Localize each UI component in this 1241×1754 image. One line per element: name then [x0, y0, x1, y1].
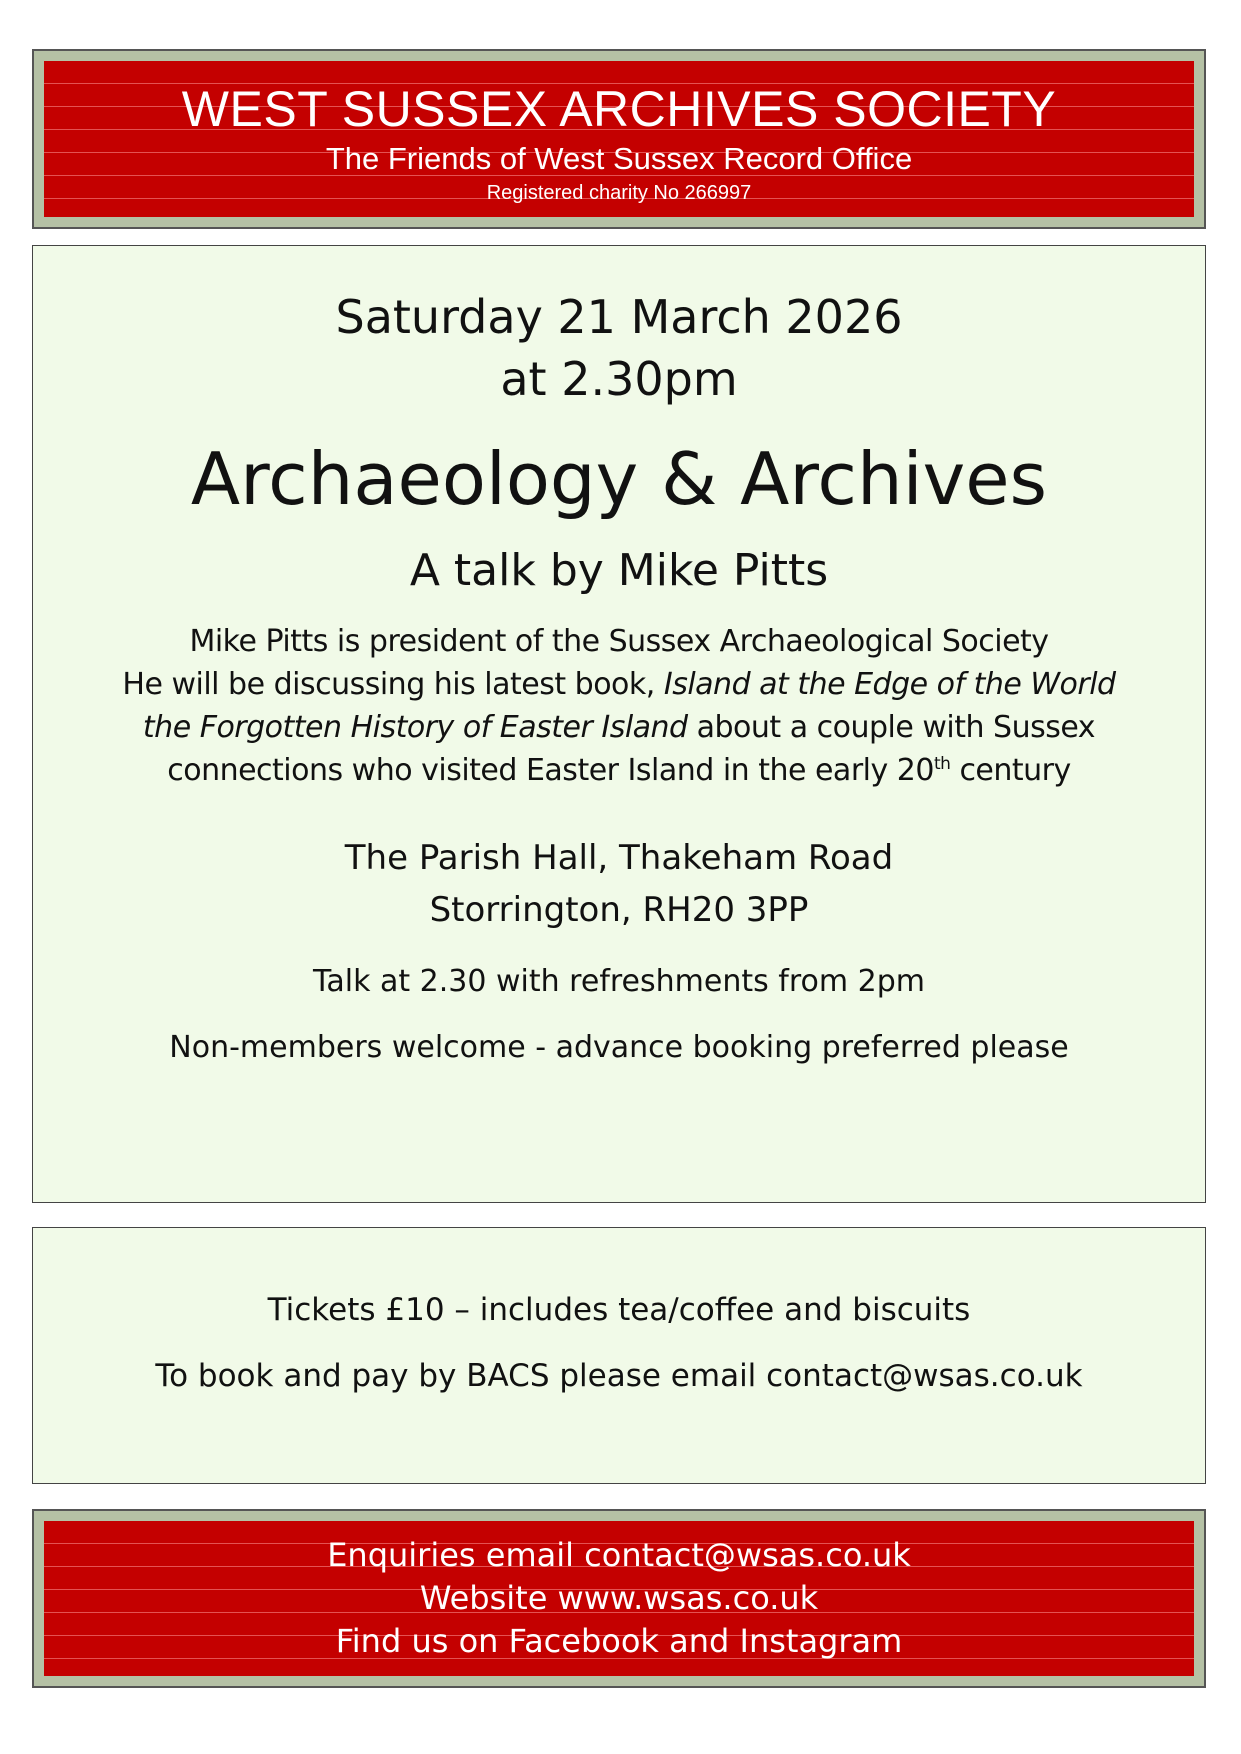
- event-date: Saturday 21 March 2026: [335, 290, 903, 344]
- description-text: Mike Pitts is president of the Sussex Archaeological Society: [189, 624, 1049, 659]
- description-line: [33, 706, 1205, 749]
- footer-band: [44, 1521, 1194, 1676]
- header-banner: [32, 49, 1206, 229]
- description-line: [33, 620, 1205, 663]
- venue-line: Storrington, RH20 3PP: [429, 890, 809, 930]
- ordinal-suffix: th: [933, 754, 951, 774]
- description-text: connections who visited Easter Island in the early 20: [167, 753, 934, 788]
- society-subtitle: The Friends of West Sussex Record Office: [325, 141, 913, 176]
- event-speaker: A talk by Mike Pitts: [409, 545, 829, 596]
- event-title: Archaeology & Archives: [190, 437, 1048, 521]
- description-text: about a couple with Sussex: [687, 710, 1096, 745]
- book-title: Island at the Edge of the World: [663, 667, 1116, 702]
- society-name: WEST SUSSEX ARCHIVES SOCIETY: [181, 81, 1057, 137]
- ticket-price: Tickets £10 – includes tea/coffee and biscuits: [267, 1292, 971, 1328]
- event-time: at 2.30pm: [500, 352, 738, 406]
- description-text: He will be discussing his latest book,: [122, 667, 664, 702]
- talk-time: Talk at 2.30 with refreshments from 2pm: [313, 964, 925, 999]
- description-line: [33, 749, 1205, 792]
- venue-address: [33, 832, 1205, 936]
- event-details-box: [32, 245, 1206, 1203]
- venue-line: The Parish Hall, Thakeham Road: [344, 838, 894, 878]
- booking-instructions: To book and pay by BACS please email contact@wsas.co.uk: [155, 1358, 1083, 1394]
- welcome-note: Non-members welcome - advance booking preferred please: [169, 1030, 1069, 1065]
- book-subtitle: the Forgotten History of Easter Island: [142, 710, 688, 745]
- website-link: Website www.wsas.co.uk: [419, 1579, 819, 1617]
- enquiries-email: Enquiries email contact@wsas.co.uk: [327, 1536, 911, 1574]
- event-description: [33, 620, 1205, 792]
- charity-number: Registered charity No 266997: [486, 182, 752, 204]
- description-line: [33, 663, 1205, 706]
- header-band: [44, 61, 1194, 217]
- description-text: century: [950, 753, 1071, 788]
- ticket-info-box: [32, 1227, 1206, 1484]
- footer-banner: [32, 1509, 1206, 1688]
- social-media: Find us on Facebook and Instagram: [335, 1622, 903, 1660]
